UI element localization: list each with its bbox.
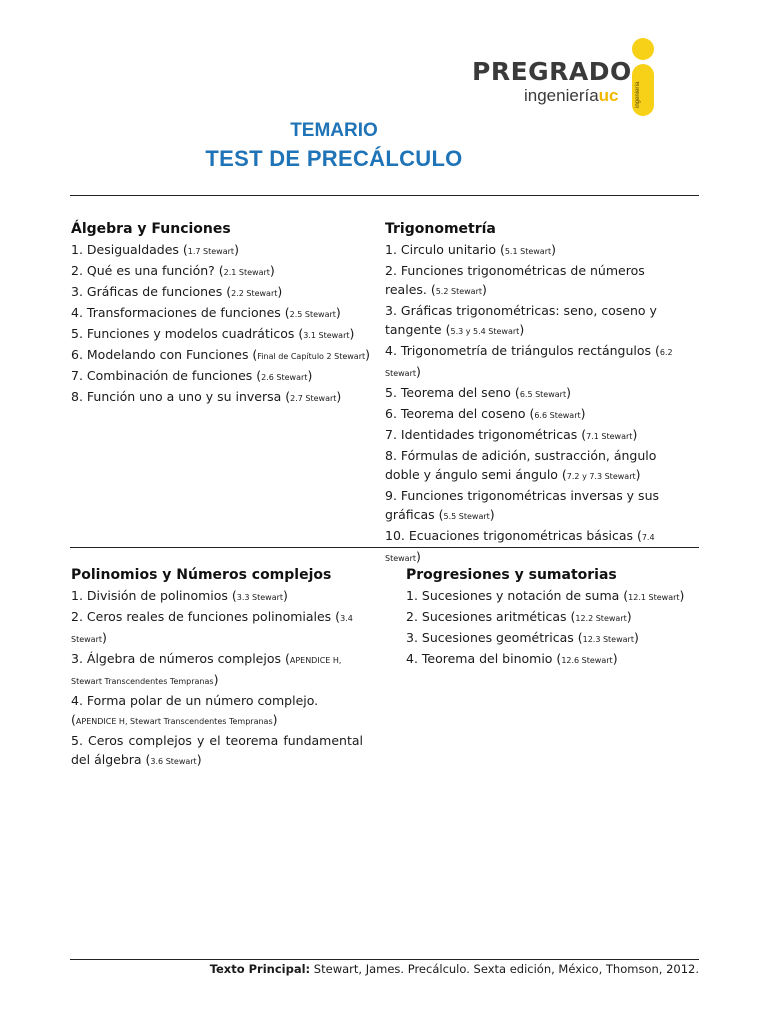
topic-close: ) [416,364,421,379]
topic-item [71,366,371,387]
topic-text: 4. Teorema del binomio ( [406,651,562,666]
topic-reference: 6.2 Stewart [385,348,673,378]
topic-reference: 3.4 Stewart [71,614,353,644]
section-progresiones [406,567,696,670]
section-heading: Álgebra y Funciones [71,221,231,237]
footer-label: Texto Principal: [209,962,311,976]
topic-close: ) [416,549,421,564]
topic-item [385,261,690,301]
footer-text: Stewart, James. Precálculo. Sexta edición, México, Thomson, 2012. [310,962,699,976]
topic-reference: 2.5 Stewart [289,310,336,319]
topic-reference: 2.6 Stewart [261,373,308,382]
topic-close: ) [635,467,641,482]
topic-close: ) [580,406,586,421]
topic-text: 3. Gráficas trigonométricas: seno, coseno y tangente ( [385,303,657,337]
logo-i-dot-icon [632,38,654,60]
topic-text: 8. Fórmulas de adición, sustracción, ángulo doble y ángulo semi ángulo ( [385,448,657,482]
logo-subtitle [524,86,619,106]
topic-close: ) [277,284,283,299]
topic-reference: Final de Capítulo 2 Stewart [257,352,366,361]
topic-text: 5. Funciones y modelos cuadráticos ( [71,326,304,341]
topic-close: ) [234,242,239,257]
topic-close: ) [566,385,571,400]
topic-item [71,345,371,366]
topic-item [71,607,363,649]
topic-close: ) [633,630,639,645]
logo-subtitle-suffix: uc [598,86,619,105]
topic-close: ) [349,326,355,341]
topic-close: ) [335,305,341,320]
divider-middle [70,547,699,548]
topic-text: 3. Álgebra de números complejos ( [71,651,290,666]
logo-title: PREGRADO [472,57,632,86]
topic-reference: 6.6 Stewart [534,411,581,420]
topic-item [406,586,696,607]
topic-text: 5. Ceros complejos y el teorema fundamental del álgebra ( [71,733,363,767]
topic-reference: APENDICE H, Stewart Transcendentes Tempranas [75,717,273,726]
topic-item [71,261,371,282]
topic-item [71,649,363,691]
topic-item [385,446,690,486]
topic-reference: 12.2 Stewart [575,614,627,623]
topic-item [71,387,371,408]
topic-close: ) [632,427,638,442]
section-heading: Polinomios y Números complejos [71,567,332,583]
section-polinomios [71,567,363,771]
topic-reference: 5.2 Stewart [435,287,482,296]
topic-item [71,303,371,324]
topic-item [385,240,690,261]
section-heading: Progresiones y sumatorias [406,567,617,583]
topic-text: 3. Gráficas de funciones ( [71,284,232,299]
topic-text: 2. Qué es una función? ( [71,263,224,278]
topic-item [406,649,696,670]
page-subtitle: TEST DE PRECÁLCULO [205,146,463,171]
topic-reference: 3.6 Stewart [150,757,197,766]
topic-text: 1. División de polinomios ( [71,588,237,603]
topic-item [406,628,696,649]
topic-text: 6. Modelando con Funciones ( [71,347,258,362]
topic-list [71,586,363,771]
topic-close: ) [272,712,278,727]
section-algebra [71,221,371,408]
topic-close: ) [269,263,275,278]
topic-list [71,240,371,408]
topic-close: ) [626,609,632,624]
topic-item [71,731,363,771]
pregrado-logo [472,38,662,118]
topic-close: ) [102,630,107,645]
topic-close: ) [612,651,618,666]
topic-item [385,383,690,404]
topic-text: 5. Teorema del seno ( [385,385,520,400]
topic-reference: 12.3 Stewart [582,635,634,644]
footer-reference [70,962,699,976]
topic-reference: 2.2 Stewart [231,289,278,298]
topic-reference: APENDICE H, Stewart Transcendentes Tempranas [71,656,342,686]
topic-text: 1. Circulo unitario ( [385,242,505,257]
topic-close: ) [482,282,487,297]
topic-close: ) [551,242,557,257]
topic-text: 4. Forma polar de un número complejo. ( [71,693,319,727]
topic-text: 6. Teorema del coseno ( [385,406,535,421]
topic-reference: 2.7 Stewart [290,394,337,403]
logo-i-bar-icon [632,64,654,116]
topic-item [71,586,363,607]
divider-top [70,195,699,196]
topic-text: 1. Sucesiones y notación de suma ( [406,588,629,603]
topic-text: 9. Funciones trigonométricas inversas y sus gráficas ( [385,488,660,522]
logo-bar-label: ingeniería [635,81,641,108]
topic-text: 1. Desigualdades ( [71,242,188,257]
topic-item [71,324,371,345]
topic-reference: 12.6 Stewart [561,656,613,665]
topic-item [406,607,696,628]
topic-reference: 3.1 Stewart [303,331,350,340]
topic-reference: 3.3 Stewart [236,593,284,602]
topic-close: ) [307,368,313,383]
logo-subtitle-prefix: ingeniería [524,86,599,105]
section-heading: Trigonometría [385,221,496,237]
topic-reference: 6.5 Stewart [519,390,567,399]
topic-item [385,486,690,526]
topic-close: ) [196,752,202,767]
topic-item [385,341,690,383]
topic-reference: 2.1 Stewart [223,268,270,277]
divider-bottom [70,959,699,960]
topic-item [71,240,371,261]
topic-close: ) [679,588,685,603]
topic-item [385,425,690,446]
topic-list [406,586,696,670]
topic-text: 4. Transformaciones de funciones ( [71,305,290,320]
topic-reference: 7.2 y 7.3 Stewart [566,472,636,481]
topic-text: 3. Sucesiones geométricas ( [406,630,583,645]
topic-close: ) [519,322,525,337]
section-trigonometria [385,221,690,568]
topic-close: ) [365,347,371,362]
topic-item [385,404,690,425]
topic-reference: 5.3 y 5.4 Stewart [450,327,520,336]
topic-text: 7. Combinación de funciones ( [71,368,262,383]
topic-close: ) [336,389,342,404]
topic-reference: 12.1 Stewart [628,593,680,602]
topic-text: 2. Sucesiones aritméticas ( [406,609,576,624]
page-title: TEMARIO [290,120,378,141]
topic-text: 2. Funciones trigonométricas de números reales. ( [385,263,645,297]
topic-text: 2. Ceros reales de funciones polinomiales ( [71,609,341,624]
topic-reference: 7.4 Stewart [385,533,655,563]
topic-item [71,691,363,731]
topic-reference: 1.7 Stewart [187,247,235,256]
topic-list [385,240,690,568]
topic-item [385,301,690,341]
topic-text: 8. Función uno a uno y su inversa ( [71,389,291,404]
topic-close: ) [283,588,288,603]
topic-close: ) [489,507,495,522]
topic-text: 10. Ecuaciones trigonométricas básicas ( [385,528,642,543]
topic-reference: 5.5 Stewart [443,512,490,521]
topic-reference: 5.1 Stewart [504,247,552,256]
topic-text: 7. Identidades trigonométricas ( [385,427,587,442]
topic-close: ) [213,672,219,687]
topic-text: 4. Trigonometría de triángulos rectángulos ( [385,343,660,358]
topic-item [71,282,371,303]
topic-reference: 7.1 Stewart [586,432,633,441]
